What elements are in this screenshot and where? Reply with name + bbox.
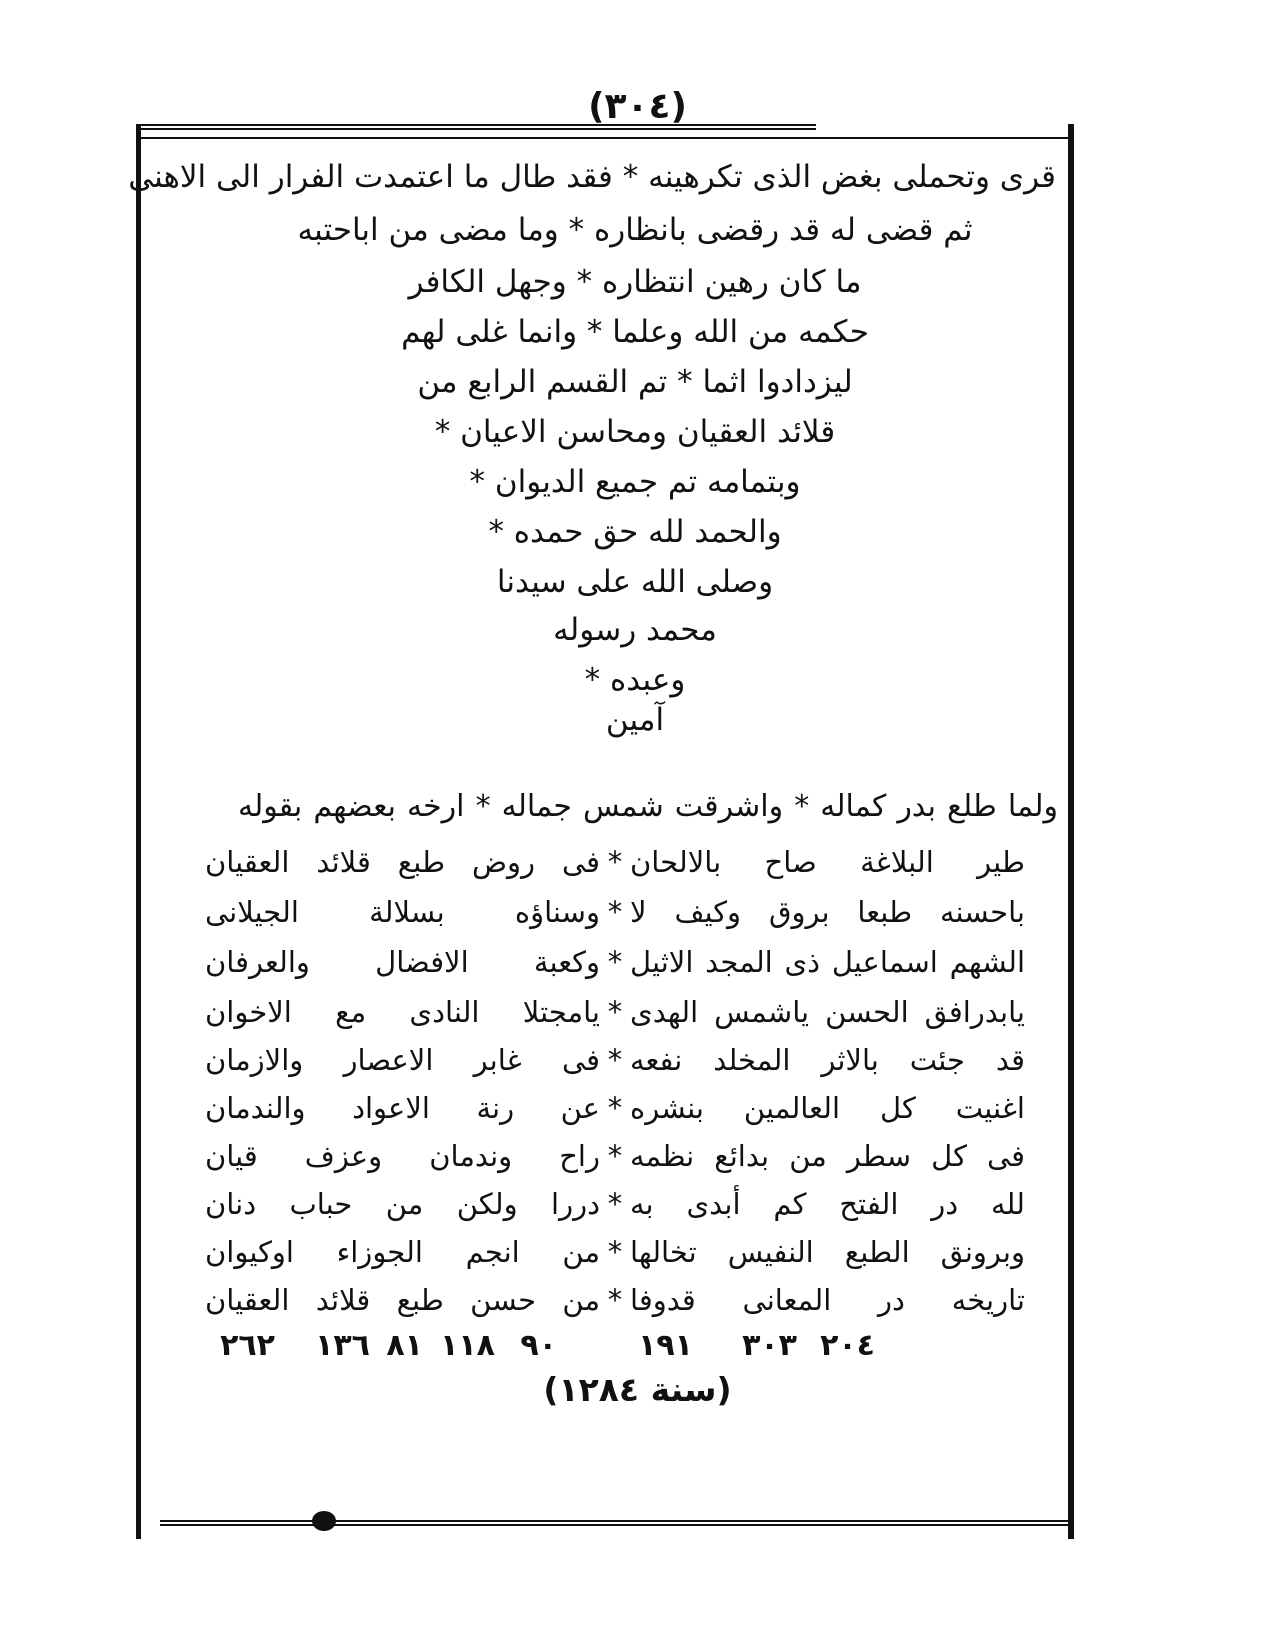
colophon-line: ما كان رهين انتظاره * وجهل الكافر	[408, 264, 862, 300]
colophon-line: حكمه من الله وعلما * وانما غلى لهم	[401, 314, 869, 350]
poem-verse	[205, 1280, 1025, 1320]
poem-verse	[205, 1136, 1025, 1176]
tally-number: ٢٦٢	[220, 1328, 275, 1363]
tally-number: ٣٠٣	[742, 1328, 797, 1363]
top-rule	[136, 124, 816, 130]
verse-first-hemistich: تاريخه در المعانى قدوفا	[630, 1283, 1025, 1317]
verse-first-hemistich: يابدرافق الحسن ياشمس الهدى	[630, 995, 1025, 1029]
colophon-line: وصلى الله على سيدنا	[496, 564, 774, 600]
colophon-line: ليزدادوا اثما * تم القسم الرابع من	[417, 364, 853, 400]
tally-number: ١١٨	[440, 1328, 495, 1363]
colophon-line: والحمد لله حق حمده *	[488, 514, 782, 550]
tally-number: ٨١	[386, 1328, 423, 1363]
verse-second-hemistich: دررا ولكن من حباب دنان	[205, 1187, 600, 1221]
poem-verse	[205, 942, 1025, 982]
colophon-line: محمد رسوله	[553, 612, 717, 648]
colophon-line: وبتمامه تم جميع الديوان *	[469, 464, 801, 500]
verse-separator: *	[607, 1139, 623, 1173]
verse-first-hemistich: فى كل سطر من بدائع نظمه	[630, 1139, 1025, 1173]
tally-number: ١٩١	[638, 1328, 693, 1363]
verse-first-hemistich: الشهم اسماعيل ذى المجد الاثيل	[630, 945, 1025, 979]
verse-second-hemistich: راح وندمان وعزف قيان	[205, 1139, 600, 1173]
poem-verse	[205, 842, 1025, 882]
verse-second-hemistich: فى غابر الاعصار والازمان	[205, 1043, 600, 1077]
poem-verse	[205, 992, 1025, 1032]
verse-second-hemistich: يامجتلا النادى مع الاخوان	[205, 995, 600, 1029]
verse-first-hemistich: لله در الفتح كم أبدى به	[630, 1187, 1025, 1221]
bottom-rule	[160, 1520, 1074, 1526]
verse-separator: *	[607, 945, 623, 979]
year-label: (سنة ١٢٨٤)	[543, 1370, 732, 1409]
colophon-line: قرى وتحملى بغض الذى تكرهينه * فقد طال ما اعتمدت الفرار الى الاهنى	[128, 159, 1056, 195]
verse-separator: *	[607, 1043, 623, 1077]
verse-second-hemistich: وكعبة الافضال والعرفان	[205, 945, 600, 979]
tally-number: ٩٠	[520, 1328, 557, 1363]
verse-separator: *	[607, 845, 623, 879]
verse-second-hemistich: فى روض طبع قلائد العقيان	[205, 845, 600, 879]
poem-intro: ولما طلع بدر كماله * واشرقت شمس جماله * ارخه بعضهم بقوله	[238, 789, 1058, 824]
rule-ornament	[312, 1511, 336, 1531]
colophon-line: وعبده *	[584, 662, 686, 698]
verse-separator: *	[607, 1283, 623, 1317]
top-rule-thin	[136, 137, 1074, 139]
verse-second-hemistich: من انجم الجوزاء اوكيوان	[205, 1235, 600, 1269]
colophon-line: قلائد العقيان ومحاسن الاعيان *	[434, 414, 836, 450]
verse-first-hemistich: اغنيت كل العالمين بنشره	[630, 1091, 1025, 1125]
verse-second-hemistich: وسناؤه بسلالة الجيلانى	[205, 895, 600, 929]
verse-first-hemistich: قد جئت بالاثر المخلد نفعه	[630, 1043, 1025, 1077]
poem-verse	[205, 1232, 1025, 1272]
colophon-line: آمين	[605, 702, 665, 738]
verse-separator: *	[607, 1091, 623, 1125]
tally-number: ٢٠٤	[820, 1328, 875, 1363]
poem-verse	[205, 1040, 1025, 1080]
poem-verse	[205, 1088, 1025, 1128]
page-number: (٣٠٤)	[588, 86, 687, 127]
verse-second-hemistich: عن رنة الاعواد والندمان	[205, 1091, 600, 1125]
verse-separator: *	[607, 1235, 623, 1269]
verse-separator: *	[607, 995, 623, 1029]
verse-separator: *	[607, 895, 623, 929]
verse-first-hemistich: وبرونق الطبع النفيس تخالها	[630, 1235, 1025, 1269]
verse-second-hemistich: من حسن طبع قلائد العقيان	[205, 1283, 600, 1317]
poem-verse	[205, 892, 1025, 932]
verse-first-hemistich: طير البلاغة صاح بالالحان	[630, 845, 1025, 879]
colophon-line: ثم قضى له قد رقضى بانظاره * وما مضى من اباحتبه	[297, 212, 973, 248]
tally-number: ١٣٦	[315, 1328, 370, 1363]
poem-verse	[205, 1184, 1025, 1224]
verse-separator: *	[607, 1187, 623, 1221]
verse-first-hemistich: باحسنه طبعا بروق وكيف لا	[630, 895, 1025, 929]
